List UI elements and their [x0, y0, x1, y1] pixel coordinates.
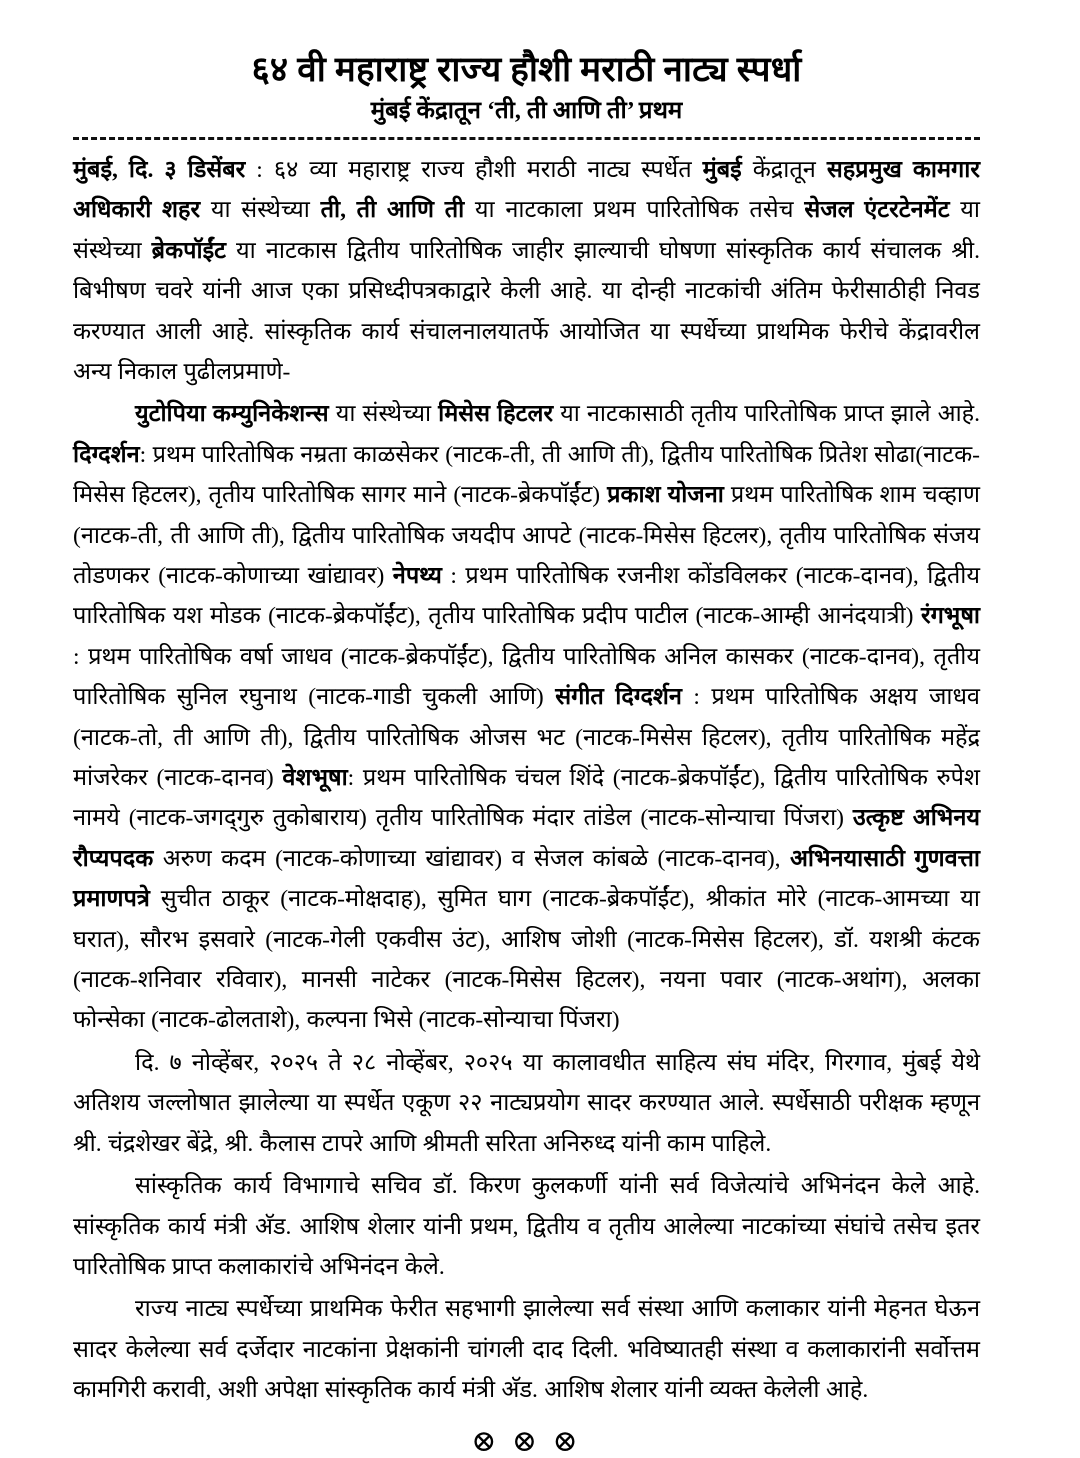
paragraph-closing: राज्य नाट्य स्पर्धेच्या प्राथमिक फेरीत सहभागी झालेल्या सर्व संस्था आणि कलाकार यांनी मेहनत घेऊन सादर केलेल्या सर्व दर्जेदार नाटकांना प्रेक्षकांनी चांगली दाद दिली. भविष्यातही संस्था व कलाकारांनी सर्वोत्तम कामगिरी करावी, अशी अपेक्षा सांस्कृतिक कार्य मंत्री अ‍ॅड. आशिष शेलार यांनी व्यक्त केलेली आहे.: [73, 1296, 980, 1404]
page-title: ६४ वी महाराष्ट्र राज्य हौशी मराठी नाट्य स्पर्धा: [251, 50, 802, 89]
paragraph-awards: युटोपिया कम्युनिकेशन्स या संस्थेच्या मिसेस हिटलर या नाटकासाठी तृतीय पारितोषिक प्राप्त झाले आहे. दिग्दर्शन: प्रथम पारितोषिक नम्रता काळसेकर (नाटक-ती, ती आणि ती), द्वितीय पारितोषिक प्रितेश सोढा(नाटक-मिसेस हिटलर), तृतीय पारितोषिक सागर माने (नाटक-ब्रेकपॉईंट) प्रकाश योजना प्रथम पारितोषिक शाम चव्हाण (नाटक-ती, ती आणि ती), द्वितीय पारितोषिक जयदीप आपटे (नाटक-मिसेस हिटलर), तृतीय पारितोषिक संजय तोडणकर (नाटक-कोणाच्या खांद्यावर) नेपथ्य : प्रथम पारितोषिक रजनीश कोंडविलकर (नाटक-दानव), द्वितीय पारितोषिक यश मोडक (नाटक-ब्रेकपॉईंट), तृतीय पारितोषिक प्रदीप पाटील (नाटक-आम्ही आनंदयात्री) रंगभूषा : प्रथम पारितोषिक वर्षा जाधव (नाटक-ब्रेकपॉईंट), द्वितीय पारितोषिक अनिल कासकर (नाटक-दानव), तृतीय पारितोषिक सुनिल रघुनाथ (नाटक-गाडी चुकली आणि) संगीत दिग्दर्शन : प्रथम पारितोषिक अक्षय जाधव (नाटक-तो, ती आणि ती), द्वितीय पारितोषिक ओजस भट (नाटक-मिसेस हिटलर), तृतीय पारितोषिक महेंद्र मांजरेकर (नाटक-दानव) वेशभूषा: प्रथम पारितोषिक चंचल शिंदे (नाटक-ब्रेकपॉईंट), द्वितीय पारितोषिक रुपेश नामये (नाटक-जगद्‌गुरु तुकोबाराय) तृतीय पारितोषिक मंदार तांडेल (नाटक-सोन्याचा पिंजरा) उत्कृष्ट अभिनय रौप्यपदक अरुण कदम (नाटक-कोणाच्या खांद्यावर) व सेजल कांबळे (नाटक-दानव), अभिनयासाठी गुणवत्ता प्रमाणपत्रे सुचीत ठाकूर (नाटक-मोक्षदाह), सुमित घाग (नाटक-ब्रेकपॉईंट), श्रीकांत मोरे (नाटक-आमच्या या घरात), सौरभ इसवारे (नाटक-गेली एकवीस उंट), आशिष जोशी (नाटक-मिसेस हिटलर), डॉ. यशश्री कंटक (नाटक-शनिवार रविवार), मानसी नाटेकर (नाटक-मिसेस हिटलर), नयना पवार (नाटक-अथांग), अलका फोन्सेका (नाटक-ढोलताशे), कल्पना भिसे (नाटक-सोन्याचा पिंजरा): [73, 401, 981, 1034]
end-mark: ⊗ ⊗ ⊗: [471, 1424, 582, 1458]
paragraph-lead: मुंबई, दि. ३ डिसेंबर : ६४ व्या महाराष्ट्र राज्य हौशी मराठी नाट्य स्पर्धेत मुंबई केंद्रातून सहप्रमुख कामगार अधिकारी शहर या संस्थेच्या ती, ती आणि ती या नाटकाला प्रथम पारितोषिक तसेच सेजल एंटरटेनमेंट या संस्थेच्या ब्रेकपॉईंट या नाटकास द्वितीय पारितोषिक जाहीर झाल्याची घोषणा सांस्कृतिक कार्य संचालक श्री. बिभीषण चवरे यांनी आज एका प्रसिध्दीपत्रकाद्वारे केली आहे. या दोन्ही नाटकांची अंतिम फेरीसाठीही निवड करण्यात आली आहे. सांस्कृतिक कार्य संचालनालयातर्फे आयोजित या स्पर्धेच्या प्राथमिक फेरीचे केंद्रावरील अन्य निकाल पुढीलप्रमाणे-: [73, 156, 980, 385]
page-subtitle: मुंबई केंद्रातून ‘ती, ती आणि ती’ प्रथम: [370, 97, 683, 124]
paragraph-congratulations: सांस्कृतिक कार्य विभागाचे सचिव डॉ. किरण कुलकर्णी यांनी सर्व विजेत्यांचे अभिनंदन केले आहे. सांस्कृतिक कार्य मंत्री अ‍ॅड. आशिष शेलार यांनी प्रथम, द्वितीय व तृतीय आलेल्या नाटकांच्या संघांचे तसेच इतर पारितोषिक प्राप्त कलाकारांचे अभिनंदन केले.: [73, 1173, 980, 1280]
paragraph-schedule: दि. ७ नोव्हेंबर, २०२५ ते २८ नोव्हेंबर, २०२५ या कालावधीत साहित्य संघ मंदिर, गिरगाव, मुंबई येथे अतिशय जल्लोषात झालेल्या या स्पर्धेत एकूण २२ नाट्यप्रयोग सादर करण्यात आले. स्पर्धेसाठी परीक्षक म्हणून श्री. चंद्रशेखर बेंद्रे, श्री. कैलास टापरे आणि श्रीमती सरिता अनिरुध्द यांनी काम पाहिले.: [73, 1049, 980, 1157]
dashed-separator: [73, 137, 980, 140]
